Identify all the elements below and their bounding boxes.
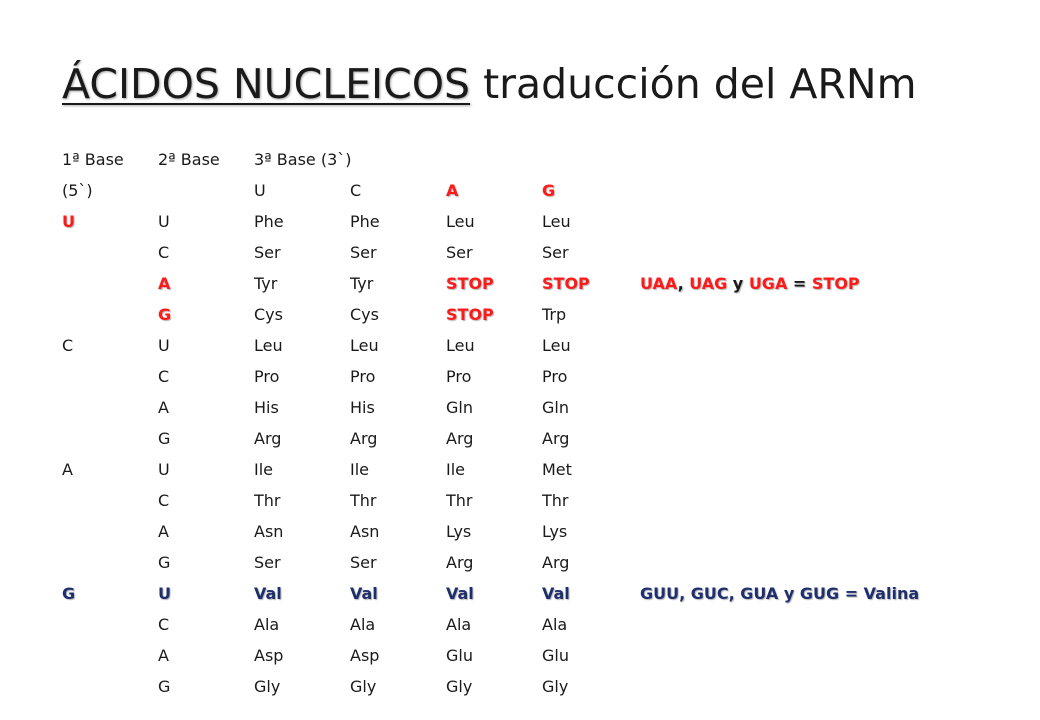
header-third-base: 3ª Base (3`) [254, 150, 352, 169]
title-rest: traducción del ARNm [470, 60, 917, 108]
amino-acid-cell: Ala [254, 615, 280, 634]
amino-acid-cell: Pro [542, 367, 568, 386]
amino-acid-cell: Pro [350, 367, 376, 386]
second-base-cell: A [158, 398, 169, 417]
page-title [62, 60, 917, 109]
stop-note-part: STOP [811, 274, 860, 293]
amino-acid-cell: Pro [254, 367, 280, 386]
third-base-header-a: A [446, 181, 459, 200]
amino-acid-cell: Ala [446, 615, 472, 634]
amino-acid-cell: Ser [542, 243, 569, 262]
amino-acid-cell: Ser [350, 243, 377, 262]
second-base-cell: G [158, 677, 171, 696]
amino-acid-cell: Leu [446, 212, 475, 231]
amino-acid-cell: Leu [542, 336, 571, 355]
amino-acid-cell: Gln [446, 398, 473, 417]
second-base-cell: G [158, 429, 171, 448]
amino-acid-cell: Cys [350, 305, 379, 324]
third-base-header-u: U [254, 181, 266, 200]
amino-acid-cell: STOP [542, 274, 590, 293]
amino-acid-cell: Ala [542, 615, 568, 634]
amino-acid-cell: Met [542, 460, 572, 479]
second-base-cell: C [158, 367, 170, 386]
amino-acid-cell: Glu [542, 646, 569, 665]
amino-acid-cell: Trp [542, 305, 567, 324]
amino-acid-cell: Asp [350, 646, 380, 665]
amino-acid-cell: Gly [542, 677, 569, 696]
amino-acid-cell: Thr [446, 491, 473, 510]
amino-acid-cell: Cys [254, 305, 283, 324]
amino-acid-cell: Arg [542, 429, 570, 448]
amino-acid-cell: Pro [446, 367, 472, 386]
amino-acid-cell: Thr [542, 491, 569, 510]
stop-note-part: y [727, 274, 749, 293]
amino-acid-cell: Ala [350, 615, 376, 634]
second-base-cell: U [158, 584, 171, 603]
amino-acid-cell: Val [350, 584, 378, 603]
amino-acid-cell: Val [542, 584, 570, 603]
second-base-cell: U [158, 336, 170, 355]
amino-acid-cell: Asp [254, 646, 284, 665]
second-base-cell: C [158, 243, 170, 262]
amino-acid-cell: Val [446, 584, 474, 603]
header-second-base: 2ª Base [158, 150, 220, 169]
amino-acid-cell: Ser [254, 243, 281, 262]
amino-acid-cell: Ile [350, 460, 370, 479]
amino-acid-cell: Phe [254, 212, 284, 231]
amino-acid-cell: Leu [350, 336, 379, 355]
second-base-cell: U [158, 212, 170, 231]
stop-note-part: = [787, 274, 812, 293]
amino-acid-cell: Gly [254, 677, 281, 696]
amino-acid-cell: Thr [350, 491, 377, 510]
second-base-cell: A [158, 274, 171, 293]
amino-acid-cell: STOP [446, 274, 494, 293]
amino-acid-cell: Ser [446, 243, 473, 262]
second-base-cell: C [158, 491, 170, 510]
stop-codons-note [640, 274, 860, 294]
amino-acid-cell: Leu [446, 336, 475, 355]
stop-note-part: UAG [689, 274, 728, 293]
amino-acid-cell: STOP [446, 305, 494, 324]
first-base-cell: A [62, 460, 73, 479]
header-first-base: 1ª Base [62, 150, 124, 169]
first-base-cell: U [62, 212, 75, 231]
title-caps: ÁCIDOS NUCLEICOS [62, 60, 471, 108]
second-base-cell: C [158, 615, 170, 634]
second-base-cell: A [158, 646, 169, 665]
amino-acid-cell: Arg [446, 429, 474, 448]
second-base-cell: G [158, 305, 172, 324]
amino-acid-cell: Tyr [350, 274, 374, 293]
amino-acid-cell: Arg [542, 553, 570, 572]
amino-acid-cell: Lys [542, 522, 568, 541]
amino-acid-cell: Ser [254, 553, 281, 572]
amino-acid-cell: Glu [446, 646, 473, 665]
header-five-prime: (5`) [62, 181, 93, 200]
first-base-cell: G [62, 584, 76, 603]
amino-acid-cell: Ile [254, 460, 274, 479]
amino-acid-cell: Val [254, 584, 282, 603]
amino-acid-cell: Tyr [254, 274, 278, 293]
amino-acid-cell: Asn [254, 522, 284, 541]
amino-acid-cell: Arg [446, 553, 474, 572]
amino-acid-cell: His [350, 398, 375, 417]
stop-note-part: UGA [748, 274, 788, 293]
second-base-cell: A [158, 522, 169, 541]
amino-acid-cell: Leu [542, 212, 571, 231]
valina-note: GUU, GUC, GUA y GUG = Valina [640, 584, 920, 603]
amino-acid-cell: Lys [446, 522, 472, 541]
amino-acid-cell: Gly [350, 677, 377, 696]
amino-acid-cell: Thr [254, 491, 281, 510]
amino-acid-cell: Arg [254, 429, 282, 448]
stop-note-part: , [677, 274, 690, 293]
first-base-cell: C [62, 336, 74, 355]
third-base-header-g: G [542, 181, 556, 200]
amino-acid-cell: Asn [350, 522, 380, 541]
amino-acid-cell: Gln [542, 398, 569, 417]
third-base-header-c: C [350, 181, 362, 200]
second-base-cell: U [158, 460, 170, 479]
amino-acid-cell: Phe [350, 212, 380, 231]
amino-acid-cell: Arg [350, 429, 378, 448]
stop-note-part: UAA [640, 274, 678, 293]
amino-acid-cell: Leu [254, 336, 283, 355]
amino-acid-cell: Gly [446, 677, 473, 696]
second-base-cell: G [158, 553, 171, 572]
amino-acid-cell: His [254, 398, 279, 417]
amino-acid-cell: Ser [350, 553, 377, 572]
amino-acid-cell: Ile [446, 460, 466, 479]
